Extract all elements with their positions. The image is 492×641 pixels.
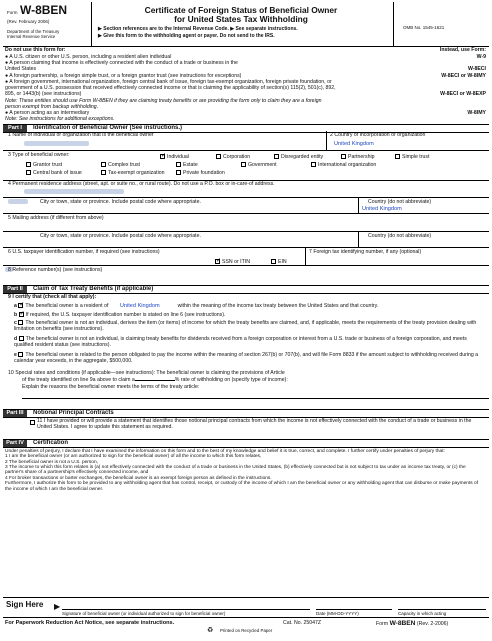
checkbox[interactable] [241,162,246,167]
irs-label: Internal Revenue Service [7,34,56,39]
donot-item: ● A person claiming that income is effectively connected with the conduct of a trade or business in the United States [5,60,238,72]
checkbox-checked[interactable] [19,312,24,317]
redacted-address [24,189,124,194]
part-2-label: Part II [3,286,27,293]
country-of-incorporation[interactable]: United Kingdom [334,141,374,147]
donot-form: W-8ECI or W-8EXP [440,91,486,97]
checkbox[interactable] [26,170,31,175]
type-corporation[interactable]: Corporation [216,154,250,161]
part-3-bar [3,409,489,418]
line-2-label: 2 Country of incorporation or organization [330,132,426,138]
donot-form: W-8ECI or W-8IMY [441,73,486,79]
checkbox[interactable] [274,154,279,159]
treaty-country[interactable]: United Kingdom [119,303,160,309]
signature-field[interactable]: Signature of beneficial owner (or individual authorized to sign for beneficial owner) [62,609,310,616]
line-10b: of the treaty identified on line 9a above to claim a % rate of withholding on (specify type of income): [22,377,288,383]
cat-number: Cat. No. 25047Z [283,620,322,626]
instead-use-heading: Instead, use Form: [439,47,486,53]
checkbox[interactable] [101,162,106,167]
residence-country[interactable]: United Kingdom [362,206,402,212]
checkbox[interactable] [176,162,181,167]
city-label: City or town, state or province. Include postal code where appropriate. [40,199,201,205]
donot-form: W-8ECI [467,66,486,72]
form-header [3,2,487,48]
checkbox[interactable] [311,162,316,167]
checkbox-checked[interactable] [215,259,220,264]
type-grantor-trust[interactable]: Grantor trust [26,162,62,169]
checkbox-checked[interactable] [160,154,165,159]
part-4-label: Part IV [3,440,27,447]
type-government[interactable]: Government [241,162,277,169]
line-9c[interactable]: c The beneficial owner is not an individual, derives the item (or items) of income for which the treaty benefits are claimed, and, if applicable, meets the requirements of the treaty provision dealing with limitation on benefits (see instructions). [14,319,477,332]
donot-form: W-9 [476,54,486,60]
sign-arrow-icon: ▶ [54,602,61,611]
city-label-2: City or town, state or province. Include postal code where appropriate. [40,233,201,239]
checkbox[interactable] [395,154,400,159]
form-revision: (Rev. February 2006) [7,19,50,24]
type-partnership[interactable]: Partnership [341,154,375,161]
line-10c: Explain the reasons the beneficial owner meets the terms of the treaty article: [22,384,200,390]
do-not-use-heading: Do not use this form for: [5,47,66,53]
ein-option[interactable]: EIN [271,259,287,266]
donot-note: Note: These entities should use Form W-8BEN if they are claiming treaty benefits or are providing the form only to claim they are a foreign person exempt from backup withholding. [5,98,322,110]
line-9d[interactable]: d The beneficial owner is not an individual, is claiming treaty benefits for dividends received from a foreign corporation or interest from a U.S. trade or business of a foreign corporation, and meets qualified resident status (see instructions). [14,335,467,348]
department: Department of the Treasury [7,29,60,34]
title-line-2: for United States Tax Withholding [174,14,308,24]
type-individual[interactable]: ✓ Individual [160,154,189,161]
country-label-2: Country (do not abbreviate) [368,233,432,239]
line-9b[interactable]: b ✓ If required, the U.S. taxpayer identification number is stated on line 6 (see instructions). [14,312,484,319]
country-label: Country (do not abbreviate) [368,199,432,205]
line-9e[interactable]: e The beneficial owner is related to the person obligated to pay the income within the meaning of section 267(b) or 707(b), and will file Form 8833 if the amount subject to withholding received during a calendar year exceeds, in the aggregate, $500,000. [14,351,479,364]
type-international-organization[interactable]: International organization [311,162,376,169]
donot-item: ● A foreign partnership, a foreign simple trust, or a foreign grantor trust (see instructions for exceptions) [5,73,242,79]
checkbox[interactable] [19,336,24,341]
part-1-label: Part I [3,125,27,132]
part-3-label: Part III [3,410,27,417]
date-field[interactable]: Date (MM-DD-YYYY) [316,609,392,616]
type-central-bank[interactable]: Central bank of issue [26,170,82,177]
line-10a: 10 Special rates and conditions (if applicable—see instructions): The beneficial owner is claiming the provisions of Article [8,370,285,376]
header-instruction-1: ▶ Section references are to the Internal Revenue Code. ▶ See separate instructions. [98,26,298,32]
part-3-title: Notional Principal Contracts [33,410,114,416]
checkbox[interactable] [271,259,276,264]
checkbox[interactable] [30,420,35,425]
line-7-label: 7 Foreign tax identifying number, if any (optional) [309,249,422,255]
paperwork-notice: For Paperwork Reduction Act Notice, see separate instructions. [5,620,175,626]
header-instruction-2: ▶ Give this form to the withholding agent or payer. Do not send to the IRS. [98,33,275,39]
donot-note: Note: See instructions for additional exceptions. [5,116,115,122]
title-line-1: Certificate of Foreign Status of Beneficial Owner [144,5,338,15]
sign-here-label: Sign Here [6,600,44,609]
line-3-label: 3 Type of beneficial owner: [8,152,70,158]
checkbox-checked[interactable] [18,303,23,308]
checkbox[interactable] [101,170,106,175]
part-2-title: Claim of Tax Treaty Benefits (if applicable) [33,286,154,292]
certification-text: Under penalties of perjury, I declare that I have examined the information on this form and to the best of my knowledge and belief it is true, correct, and complete. I further certify under penalties of perjury that: 1 I am the beneficial owner (or am authorized to sign for the beneficial owner) of all the income to which this form relates, 2 The beneficial owner is not a U.S. person, 3 The income to which this form relates is (a) not effectively connected with the conduct of a trade or business in the United States, (b) effectively connected but is not subject to tax under an income tax treaty, or (c) the partner's share of a partnership's effectively connected income, and 4 For broker transactions or barter exchanges, the beneficial owner is an exempt foreign person as defined in the instructions. Furthermore, I authorize this form to be provided to any withholding agent that has control, receipt, or custody of the income of which I am the beneficial owner or any withholding agent that can disburse or make payments of the income of which I am the beneficial owner. [5,449,479,492]
recycled-paper-label: Printed on Recycled Paper [220,628,273,633]
redacted-city [8,199,28,204]
donot-item: ● A U.S. citizen or other U.S. person, including a resident alien individual [5,54,172,60]
checkbox[interactable] [176,170,181,175]
donot-form: W-8IMY [467,110,486,116]
part-4-bar [3,439,489,448]
form-number: W-8BEN [20,3,68,17]
capacity-field[interactable]: Capacity in which acting [398,609,486,616]
line-9-label: 9 I certify that (check all that apply): [8,294,97,300]
redacted-name [24,141,89,146]
recycle-icon: ♻ [207,627,214,634]
line-5-label: 5 Mailing address (if different from above) [8,215,104,221]
donot-item: ● A person acting as an intermediary [5,110,90,116]
checkbox[interactable] [18,320,23,325]
line-6-label: 6 U.S. taxpayer identification number, if required (see instructions) [8,249,160,255]
ssn-option[interactable]: ✓SSN or ITIN [215,259,250,266]
checkbox[interactable] [18,352,23,357]
line-11[interactable]: 11 I have provided or will provide a statement that identifies those notional principal contracts from which the income is not effectively connected with the conduct of a trade or business in the United States. I agree to update this statement as required. [8,419,478,431]
line-4-label: 4 Permanent residence address (street, apt. or suite no., or rural route). Do not use a P.O. box or in-care-of address. [8,181,275,187]
checkbox[interactable] [216,154,221,159]
omb-number: OMB No. 1545-1621 [403,25,445,30]
type-tax-exempt[interactable]: Tax-exempt organization [101,170,165,177]
type-estate[interactable]: Estate [176,162,198,169]
part-4-title: Certification [33,440,69,446]
footer-form: Form W-8BEN (Rev. 2-2006) [376,620,449,627]
form-label: Form [7,10,18,15]
type-complex-trust[interactable]: Complex trust [101,162,140,169]
line-1-label: 1 Name of individual or organization that is the beneficial owner [8,132,154,138]
line-8-label: 8 Reference number(s) (see instructions) [8,267,103,273]
checkbox[interactable] [341,154,346,159]
checkbox[interactable] [26,162,31,167]
part-1-title: Identification of Beneficial Owner (See instructions.) [33,125,183,131]
type-private-foundation[interactable]: Private foundation [176,170,225,177]
type-simple-trust[interactable]: Simple trust [395,154,429,161]
type-disregarded-entity[interactable]: Disregarded entity [274,154,323,161]
line-9a[interactable]: a ✓ The beneficial owner is a resident of United Kingdom within the meaning of the income tax treaty between the United States and that country. [14,303,484,310]
donot-item: ● A foreign government, international organization, foreign central bank of issue, foreign tax-exempt organization, foreign private foundation, or government of a U.S. possession that received effectively connected income or that is claiming the applicability of section(s) 115(2), 501(c), 892, 895, or 1443(b) (see instructions) [5,79,336,97]
part-2-bar [3,285,489,294]
